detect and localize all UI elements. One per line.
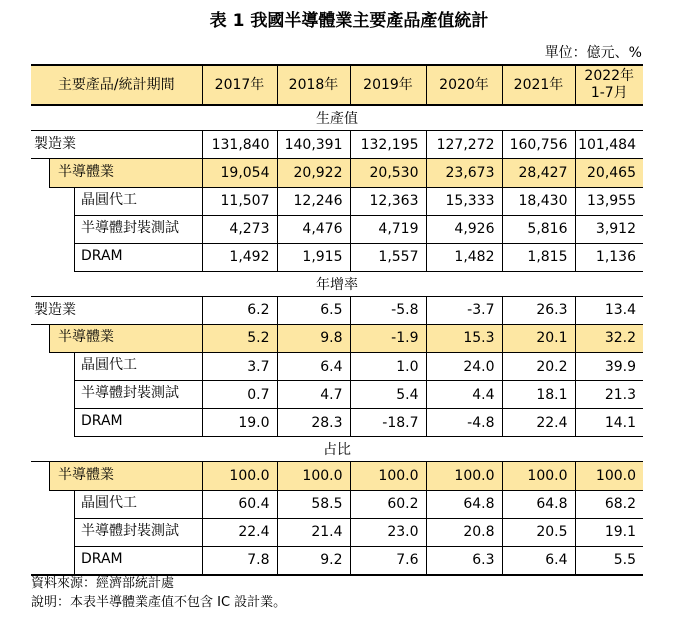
value-cell: 20,465 — [575, 159, 643, 188]
value-cell: -18.7 — [350, 409, 426, 437]
row-label-cell — [31, 324, 202, 353]
value-cell: 20.5 — [502, 518, 575, 546]
value-cell: 24.0 — [426, 353, 502, 381]
value-cell: 58.5 — [277, 490, 350, 518]
value-cell: 19.1 — [575, 518, 643, 546]
section-header-row — [31, 105, 643, 131]
section-title: 占比 — [31, 437, 643, 462]
header-year-partial-line1: 2022年 — [584, 68, 635, 84]
value-cell: 21.3 — [575, 381, 643, 409]
value-cell: 21.4 — [277, 518, 350, 546]
value-cell: 4,476 — [277, 215, 350, 243]
value-cell: 60.4 — [202, 490, 277, 518]
table-title: 表 1 我國半導體業主要產品產值統計 — [209, 11, 489, 31]
value-cell: 39.9 — [575, 353, 643, 381]
row-label-cell — [31, 296, 202, 324]
table-row — [31, 215, 643, 243]
row-label: DRAM — [74, 243, 202, 272]
value-cell: 6.5 — [277, 296, 350, 324]
table-body — [31, 105, 643, 575]
value-cell: 6.2 — [202, 296, 277, 324]
value-cell: 100.0 — [575, 462, 643, 491]
value-cell: 23,673 — [426, 159, 502, 188]
value-cell: 100.0 — [350, 462, 426, 491]
value-cell: 18.1 — [502, 381, 575, 409]
source-note: 資料來源：經濟部統計處 — [31, 576, 175, 591]
table-row — [31, 159, 643, 188]
value-cell: 20,530 — [350, 159, 426, 188]
value-cell: 26.3 — [502, 296, 575, 324]
value-cell: 20.2 — [502, 353, 575, 381]
header-year-partial — [575, 65, 643, 105]
value-cell: 0.7 — [202, 381, 277, 409]
value-cell: 100.0 — [426, 462, 502, 491]
table-row — [31, 409, 643, 437]
table-row — [31, 131, 643, 159]
row-label-cell — [31, 462, 202, 491]
value-cell: 6.3 — [426, 546, 502, 575]
row-label-cell — [31, 243, 202, 271]
value-cell: 20,922 — [277, 159, 350, 188]
section-header-row — [31, 271, 643, 296]
value-cell: 160,756 — [502, 131, 575, 159]
value-cell: 5,816 — [502, 215, 575, 243]
value-cell: 5.4 — [350, 381, 426, 409]
value-cell: 4.7 — [277, 381, 350, 409]
value-cell: 1,815 — [502, 243, 575, 271]
table-row — [31, 243, 643, 271]
header-year: 2018年 — [277, 65, 350, 105]
value-cell: 7.6 — [350, 546, 426, 575]
value-cell: 20.1 — [502, 324, 575, 353]
header-year: 2017年 — [202, 65, 277, 105]
section-title: 年增率 — [31, 271, 643, 296]
row-label: 製造業 — [34, 136, 76, 152]
header-row — [31, 65, 643, 105]
value-cell: 5.2 — [202, 324, 277, 353]
value-cell: 13,955 — [575, 187, 643, 215]
value-cell: 19,054 — [202, 159, 277, 188]
value-cell: 1,136 — [575, 243, 643, 271]
value-cell: 131,840 — [202, 131, 277, 159]
table-row — [31, 462, 643, 491]
value-cell: 15,333 — [426, 187, 502, 215]
value-cell: 9.2 — [277, 546, 350, 575]
table-row — [31, 490, 643, 518]
value-cell: 127,272 — [426, 131, 502, 159]
value-cell: 6.4 — [277, 353, 350, 381]
row-label: 半導體封裝測試 — [74, 380, 202, 409]
value-cell: 100.0 — [202, 462, 277, 491]
value-cell: 1,492 — [202, 243, 277, 271]
value-cell: 12,246 — [277, 187, 350, 215]
value-cell: 32.2 — [575, 324, 643, 353]
value-cell: 6.4 — [502, 546, 575, 575]
value-cell: 64.8 — [426, 490, 502, 518]
value-cell: 5.5 — [575, 546, 643, 575]
value-cell: 13.4 — [575, 296, 643, 324]
explanation-note: 說明：本表半導體業產值不包含 IC 設計業。 — [31, 595, 287, 610]
value-cell: 23.0 — [350, 518, 426, 546]
value-cell: 1.0 — [350, 353, 426, 381]
value-cell: 100.0 — [277, 462, 350, 491]
value-cell: 3,912 — [575, 215, 643, 243]
row-label-cell — [31, 490, 202, 518]
table-row — [31, 381, 643, 409]
table-row — [31, 353, 643, 381]
value-cell: 11,507 — [202, 187, 277, 215]
row-label: 半導體封裝測試 — [74, 518, 202, 547]
value-cell: -1.9 — [350, 324, 426, 353]
row-label: 半導體業 — [49, 462, 202, 491]
section-header-row — [31, 437, 643, 462]
value-cell: -3.7 — [426, 296, 502, 324]
row-label: 晶圓代工 — [74, 490, 202, 519]
value-cell: 7.8 — [202, 546, 277, 575]
row-label-cell — [31, 381, 202, 409]
row-label-cell — [31, 546, 202, 575]
table-row — [31, 518, 643, 546]
value-cell: 20.8 — [426, 518, 502, 546]
value-cell: 4,719 — [350, 215, 426, 243]
value-cell: 1,915 — [277, 243, 350, 271]
table-row — [31, 546, 643, 575]
value-cell: 4,926 — [426, 215, 502, 243]
row-label-cell — [31, 353, 202, 381]
value-cell: 1,557 — [350, 243, 426, 271]
row-label-cell — [31, 187, 202, 215]
footnotes — [31, 574, 286, 612]
header-year: 2020年 — [426, 65, 502, 105]
value-cell: 132,195 — [350, 131, 426, 159]
value-cell: 140,391 — [277, 131, 350, 159]
header-year: 2021年 — [502, 65, 575, 105]
table-row — [31, 324, 643, 353]
value-cell: 14.1 — [575, 409, 643, 437]
value-cell: 12,363 — [350, 187, 426, 215]
row-label: 晶圓代工 — [74, 187, 202, 216]
header-label: 主要產品/統計期間 — [31, 65, 202, 105]
value-cell: 28.3 — [277, 409, 350, 437]
value-cell: 3.7 — [202, 353, 277, 381]
row-label-cell — [31, 409, 202, 437]
row-label: 製造業 — [34, 301, 76, 318]
value-cell: 101,484 — [575, 131, 643, 159]
table-row — [31, 296, 643, 324]
value-cell: 68.2 — [575, 490, 643, 518]
table-row — [31, 187, 643, 215]
value-cell: 9.8 — [277, 324, 350, 353]
value-cell: 22.4 — [502, 409, 575, 437]
row-label: 晶圓代工 — [74, 352, 202, 381]
row-label-cell — [31, 131, 202, 159]
value-cell: 4.4 — [426, 381, 502, 409]
unit-label: 單位：億元、% — [544, 45, 642, 61]
value-cell: 1,482 — [426, 243, 502, 271]
value-cell: 28,427 — [502, 159, 575, 188]
header-year: 2019年 — [350, 65, 426, 105]
section-title: 生產值 — [31, 105, 643, 131]
value-cell: 18,430 — [502, 187, 575, 215]
value-cell: -5.8 — [350, 296, 426, 324]
row-label-cell — [31, 518, 202, 546]
row-label: 半導體封裝測試 — [74, 215, 202, 244]
row-label: DRAM — [74, 546, 202, 574]
value-cell: 64.8 — [502, 490, 575, 518]
value-cell: 15.3 — [426, 324, 502, 353]
statistics-table — [31, 64, 643, 576]
value-cell: 19.0 — [202, 409, 277, 437]
value-cell: -4.8 — [426, 409, 502, 437]
value-cell: 22.4 — [202, 518, 277, 546]
row-label: 半導體業 — [49, 159, 202, 188]
row-label-cell — [31, 215, 202, 243]
value-cell: 4,273 — [202, 215, 277, 243]
value-cell: 100.0 — [502, 462, 575, 491]
header-year-partial-line2: 1-7月 — [590, 85, 628, 101]
value-cell: 60.2 — [350, 490, 426, 518]
row-label: 半導體業 — [49, 324, 202, 353]
row-label: DRAM — [74, 408, 202, 437]
row-label-cell — [31, 159, 202, 188]
